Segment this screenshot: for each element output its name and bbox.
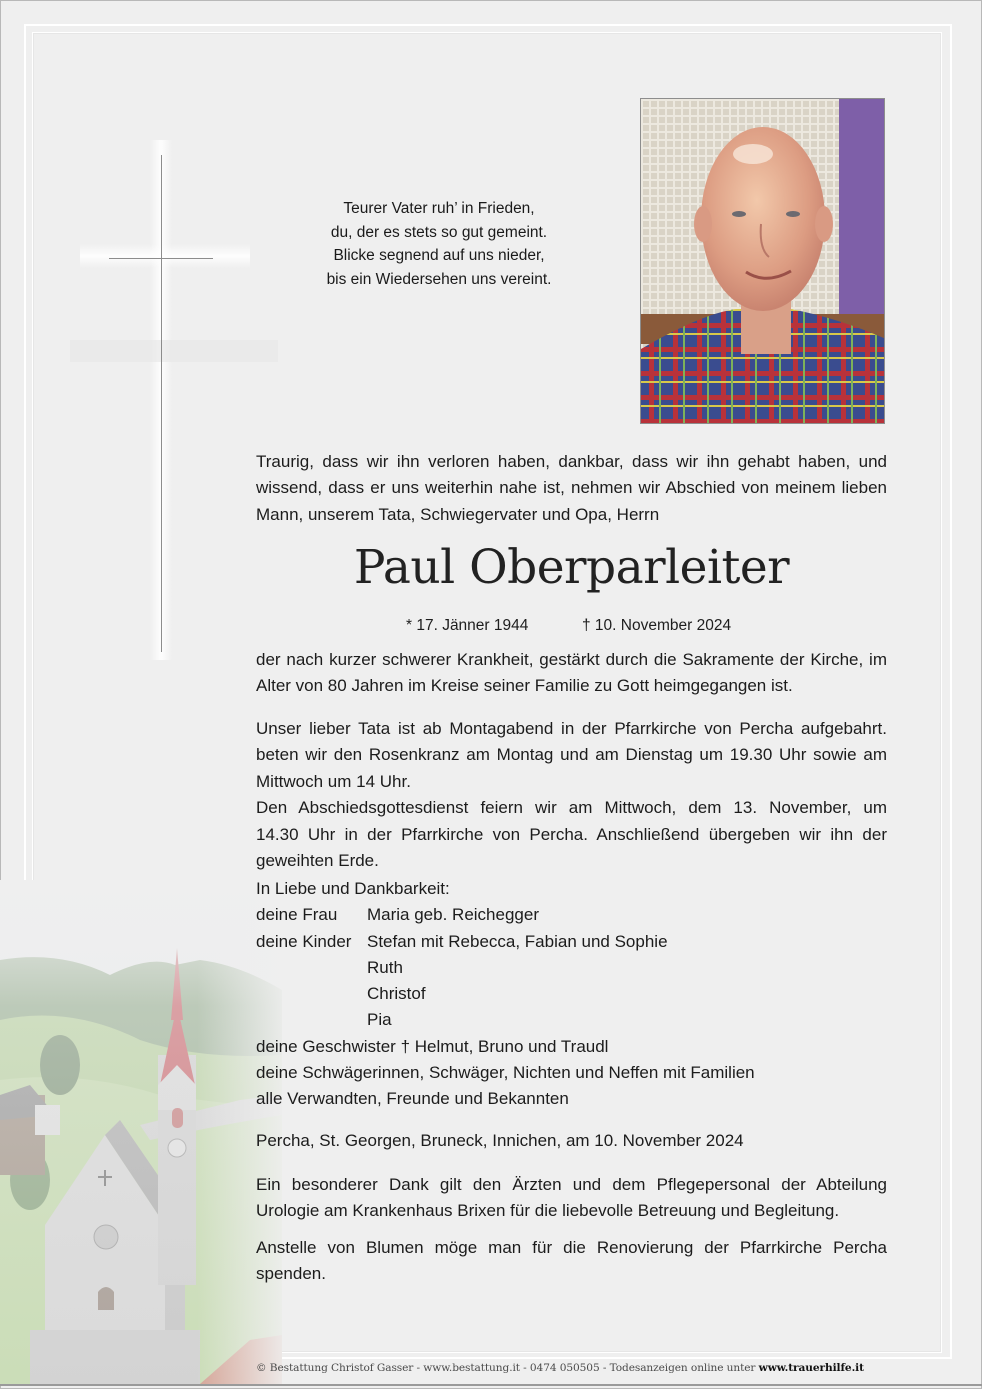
services-paragraph	[256, 716, 887, 874]
thanks-line: Ein besonderer Dank gilt den Ärzten und dem Pflegepersonal der Abteilung	[256, 1175, 887, 1194]
thanks-paragraph	[256, 1172, 887, 1225]
mourner-names: Maria geb. Reichegger	[367, 905, 539, 925]
mourner-relation	[256, 1007, 367, 1033]
intro-line: wissend, dass er uns weiterhin nahe ist, nehmen wir Abschied von meinem lieben	[256, 478, 887, 498]
mourner-names: Stefan mit Rebecca, Fabian und Sophie	[367, 931, 668, 951]
portrait-photo	[640, 98, 885, 424]
verse-line: bis ein Wiedersehen uns vereint.	[326, 270, 552, 288]
intro-line: Mann, unserem Tata, Schwiegervater und Opa, Herrn	[256, 504, 660, 524]
intro-paragraph	[256, 449, 887, 528]
mourner-row	[256, 929, 887, 955]
mourner-row	[256, 981, 887, 1007]
bottom-border	[0, 1384, 982, 1386]
donation-line: spenden.	[256, 1264, 326, 1284]
services-line: beten wir den Rosenkranz am Montag und am Dienstag um 19.30 Uhr sowie am	[256, 745, 887, 765]
services-line: geweihten Erde.	[256, 850, 379, 870]
place-date-text: Percha, St. Georgen, Bruneck, Innichen, am 10. November 2024	[256, 1131, 744, 1150]
cross-glow	[80, 244, 250, 268]
mourner-row	[256, 955, 887, 981]
place-date	[256, 1128, 887, 1154]
footer-text: © Bestattung Christof Gasser - www.bestattung.it - 0474 050505 - Todesanzeigen online unter	[256, 1362, 759, 1374]
mourner-line: deine Geschwister † Helmut, Bruno und Traudl	[256, 1036, 609, 1056]
deceased-name: Paul Oberparleiter	[353, 540, 790, 595]
mourner-relation	[256, 981, 367, 1007]
mourner-names: Christof	[367, 984, 426, 1004]
donation-line: Anstelle von Blumen möge man für die Renovierung der Pfarrkirche Percha	[256, 1238, 887, 1257]
church-landscape-image	[0, 880, 282, 1384]
verse-line: Teurer Vater ruh’ in Frieden,	[343, 200, 535, 217]
mourner-line: deine Schwägerinnen, Schwäger, Nichten und Neffen mit Familien	[256, 1063, 755, 1083]
cross-icon	[161, 155, 162, 652]
services-line: 14.30 Uhr in der Pfarrkirche von Percha. Anschließend übergeben wir ihn der	[256, 824, 887, 844]
mourner-row	[256, 1007, 887, 1033]
mourners-list	[256, 876, 887, 1113]
mourner-line: alle Verwandten, Freunde und Bekannten	[256, 1089, 569, 1109]
services-line: Den Abschiedsgottesdienst feiern wir am Mittwoch, dem 13. November, um	[256, 798, 887, 818]
cross-shadow	[70, 340, 278, 362]
cross-icon-bar	[109, 258, 213, 259]
mourner-relation	[256, 955, 367, 981]
services-line: Mittwoch um 14 Uhr.	[256, 771, 411, 791]
footer-credit	[256, 1362, 864, 1374]
memorial-verse	[300, 197, 578, 291]
mourner-relation: deine Frau	[256, 905, 338, 925]
death-date: † 10. November 2024	[582, 617, 732, 634]
verse-line: Blicke segnend auf uns nieder,	[333, 247, 545, 264]
donation-paragraph	[256, 1235, 887, 1288]
passing-line: Alter von 80 Jahren im Kreise seiner Familie zu Gott heimgegangen ist.	[256, 676, 793, 696]
intro-line: Traurig, dass wir ihn verloren haben, dankbar, dass wir ihn gehabt haben, und	[256, 452, 887, 471]
birth-date: * 17. Jänner 1944	[406, 617, 529, 634]
mourner-names: Pia	[367, 1010, 392, 1030]
services-line: Unser lieber Tata ist ab Montagabend in der Pfarrkirche von Percha aufgebahrt.	[256, 719, 887, 738]
verse-line: du, der es stets so gut gemeint.	[330, 223, 548, 241]
passing-paragraph	[256, 647, 887, 700]
mourner-row	[256, 902, 887, 928]
mourners-heading	[256, 876, 887, 902]
mourner-relation: deine Kinder	[256, 931, 352, 951]
footer-link[interactable]: www.trauerhilfe.it	[758, 1362, 864, 1374]
mourners-heading-text: In Liebe und Dankbarkeit:	[256, 879, 450, 898]
mourner-names: Ruth	[367, 957, 403, 977]
thanks-line: Urologie am Krankenhaus Brixen für die liebevolle Betreuung und Begleitung.	[256, 1201, 840, 1221]
passing-line: der nach kurzer schwerer Krankheit, gestärkt durch die Sakramente der Kirche, im	[256, 650, 887, 669]
